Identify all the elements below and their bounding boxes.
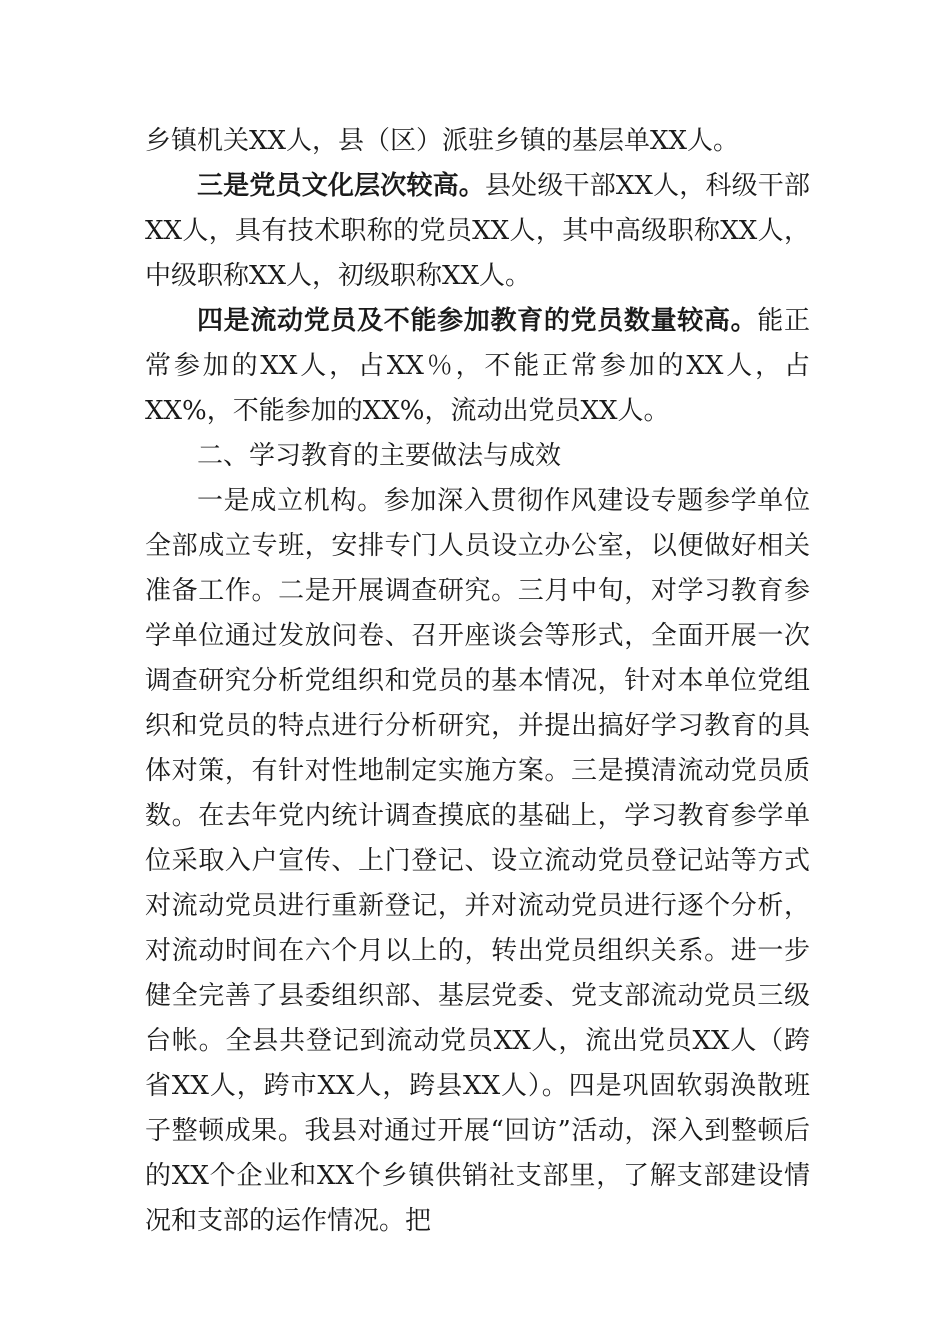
document-page bbox=[145, 119, 810, 1244]
paragraph-lead-bold: 四是流动党员及不能参加教育的党员数量较高。 bbox=[197, 306, 758, 336]
paragraph-body: 能正常参加的XX人，占XX％，不能正常参加的XX人，占XX%，不能参加的XX%，流动出党员XX人。 bbox=[145, 306, 810, 426]
section-heading: 二、学习教育的主要做法与成效 bbox=[197, 441, 562, 471]
paragraph-main-measures: 一是成立机构。参加深入贯彻作风建设专题参学单位全部成立专班，安排专门人员设立办公室，以便做好相关准备工作。二是开展调查研究。三月中旬，对学习教育参学单位通过发放问卷、召开座谈会等形式，全面开展一次调查研究分析党组织和党员的基本情况，针对本单位党组织和党员的特点进行分析研究，并提出搞好学习教育的具体对策，有针对性地制定实施方案。三是摸清流动党员质数。在去年党内统计调查摸底的基础上，学习教育参学单位采取入户宣传、上门登记、设立流动党员登记站等方式对流动党员进行重新登记，并对流动党员进行逐个分析，对流动时间在六个月以上的，转出党员组织关系。进一步健全完善了县委组织部、基层党委、党支部流动党员三级台帐。全县共登记到流动党员XX人，流出党员XX人（跨省XX人，跨市XX人，跨县XX人）。四是巩固软弱涣散班子整顿成果。我县对通过开展“回访”活动，深入到整顿后的XX个企业和XX个乡镇供销社支部里，了解支部建设情况和支部的运作情况。把 bbox=[145, 486, 810, 1236]
paragraph-continuation: 乡镇机关XX人，县（区）派驻乡镇的基层单XX人。 bbox=[145, 126, 740, 156]
paragraph-education-level bbox=[145, 164, 810, 299]
paragraph-mobile-members bbox=[145, 299, 810, 434]
paragraph-lead-bold: 三是党员文化层次较高。 bbox=[197, 171, 485, 201]
paragraph-body: 县处级干部XX人，科级干部XX人，具有技术职称的党员XX人，其中高级职称XX人，中级职称XX人，初级职称XX人。 bbox=[145, 171, 810, 291]
